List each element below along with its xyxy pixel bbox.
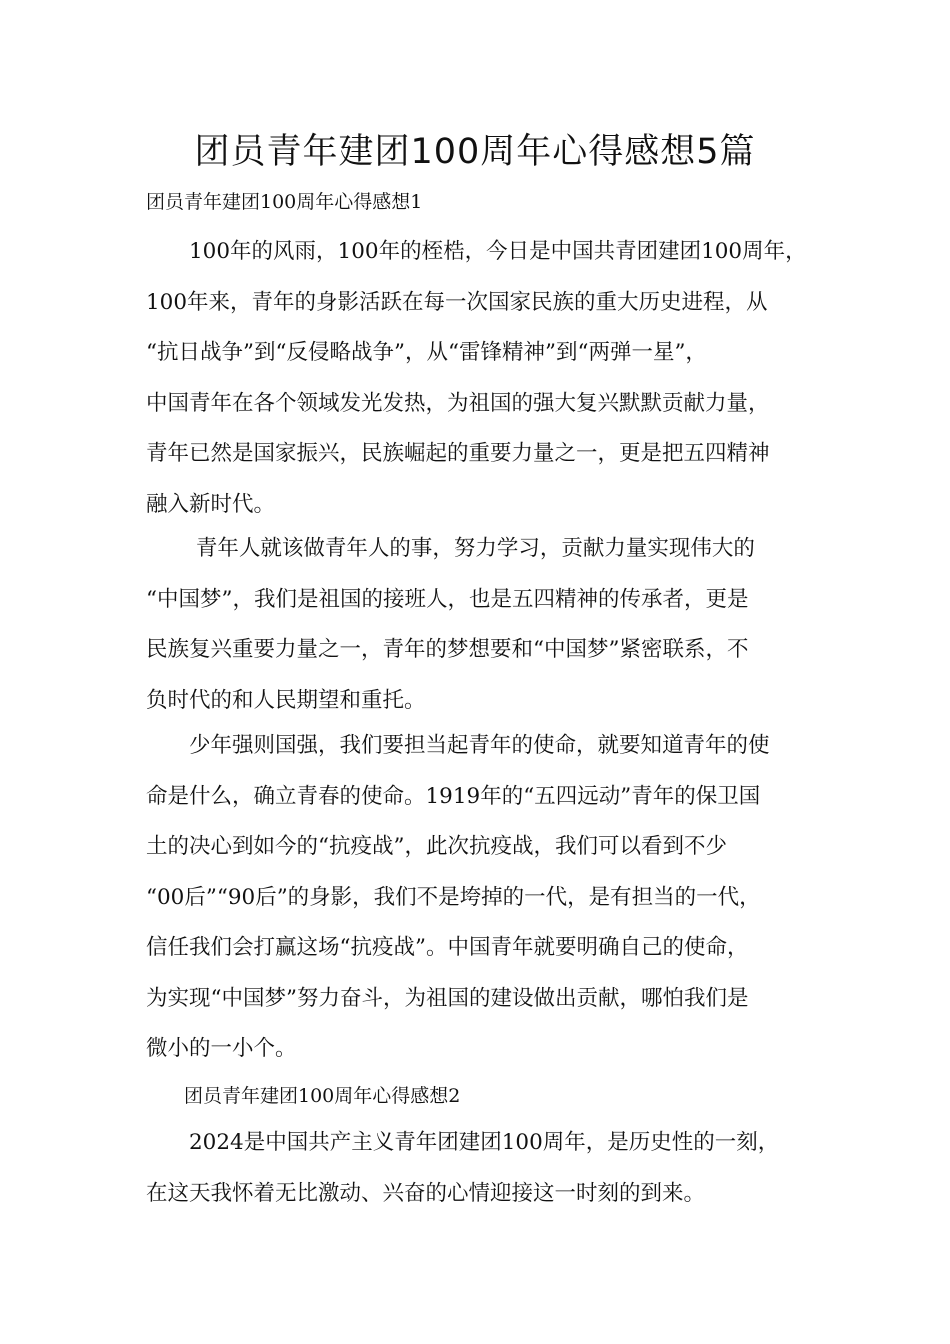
paragraph-3	[146, 721, 830, 1075]
paragraph-1	[146, 227, 830, 530]
paragraph-line: 民族复兴重要力量之一，青年的梦想要和“中国梦”紧密联系，不	[146, 637, 749, 662]
paragraph-line: 100年的风雨，100年的桎梏，今日是中国共青团建团100周年，	[146, 239, 807, 264]
paragraph-line: 中国青年在各个领域发光发热，为祖国的强大复兴默默贡献力量，	[146, 390, 770, 416]
paragraph-line: 信任我们会打赢这场“抗疫战”。中国青年就要明确自己的使命，	[146, 935, 749, 960]
page-title: 团员青年建团100周年心得感想5篇	[194, 132, 756, 172]
paragraph-line: “抗日战争”到“反侵略战争”，从“雷锋精神”到“两弹一星”，	[146, 340, 707, 365]
paragraph-line: 微小的一小个。	[146, 1036, 297, 1061]
paragraph-line: 在这天我怀着无比激动、兴奋的心情迎接这一时刻的到来。	[146, 1180, 706, 1206]
paragraph-line: 2024是中国共产主义青年团建团100周年，是历史性的一刻，	[146, 1130, 780, 1155]
paragraph-line: 青年人就该做青年人的事，努力学习，贡献力量实现伟大的	[146, 536, 755, 561]
paragraph-line: 命是什么，确立青春的使命。1919年的“五四远动”青年的保卫国	[146, 783, 761, 809]
section-heading-2: 团员青年建团100周年心得感想2	[146, 1085, 461, 1107]
paragraph-4	[146, 1118, 830, 1219]
paragraph-line: “00后”“90后”的身影，我们不是垮掉的一代，是有担当的一代，	[146, 884, 761, 910]
paragraph-line: 少年强则国强，我们要担当起青年的使命，就要知道青年的使	[146, 733, 770, 758]
section-heading-1: 团员青年建团100周年心得感想1	[146, 191, 423, 213]
paragraph-line: 负时代的和人民期望和重托。	[146, 687, 426, 713]
paragraph-line: 土的决心到如今的“抗疫战”，此次抗疫战，我们可以看到不少	[146, 834, 727, 859]
paragraph-line: 100年来，青年的身影活跃在每一次国家民族的重大历史进程，从	[146, 289, 768, 315]
paragraph-line: 青年已然是国家振兴，民族崛起的重要力量之一，更是把五四精神	[146, 441, 770, 466]
paragraph-line: “中国梦”，我们是祖国的接班人，也是五四精神的传承者，更是	[146, 586, 749, 612]
paragraph-line: 为实现“中国梦”努力奋斗，为祖国的建设做出贡献，哪怕我们是	[146, 985, 749, 1011]
paragraph-2	[146, 524, 830, 726]
paragraph-line: 融入新时代。	[146, 491, 276, 517]
